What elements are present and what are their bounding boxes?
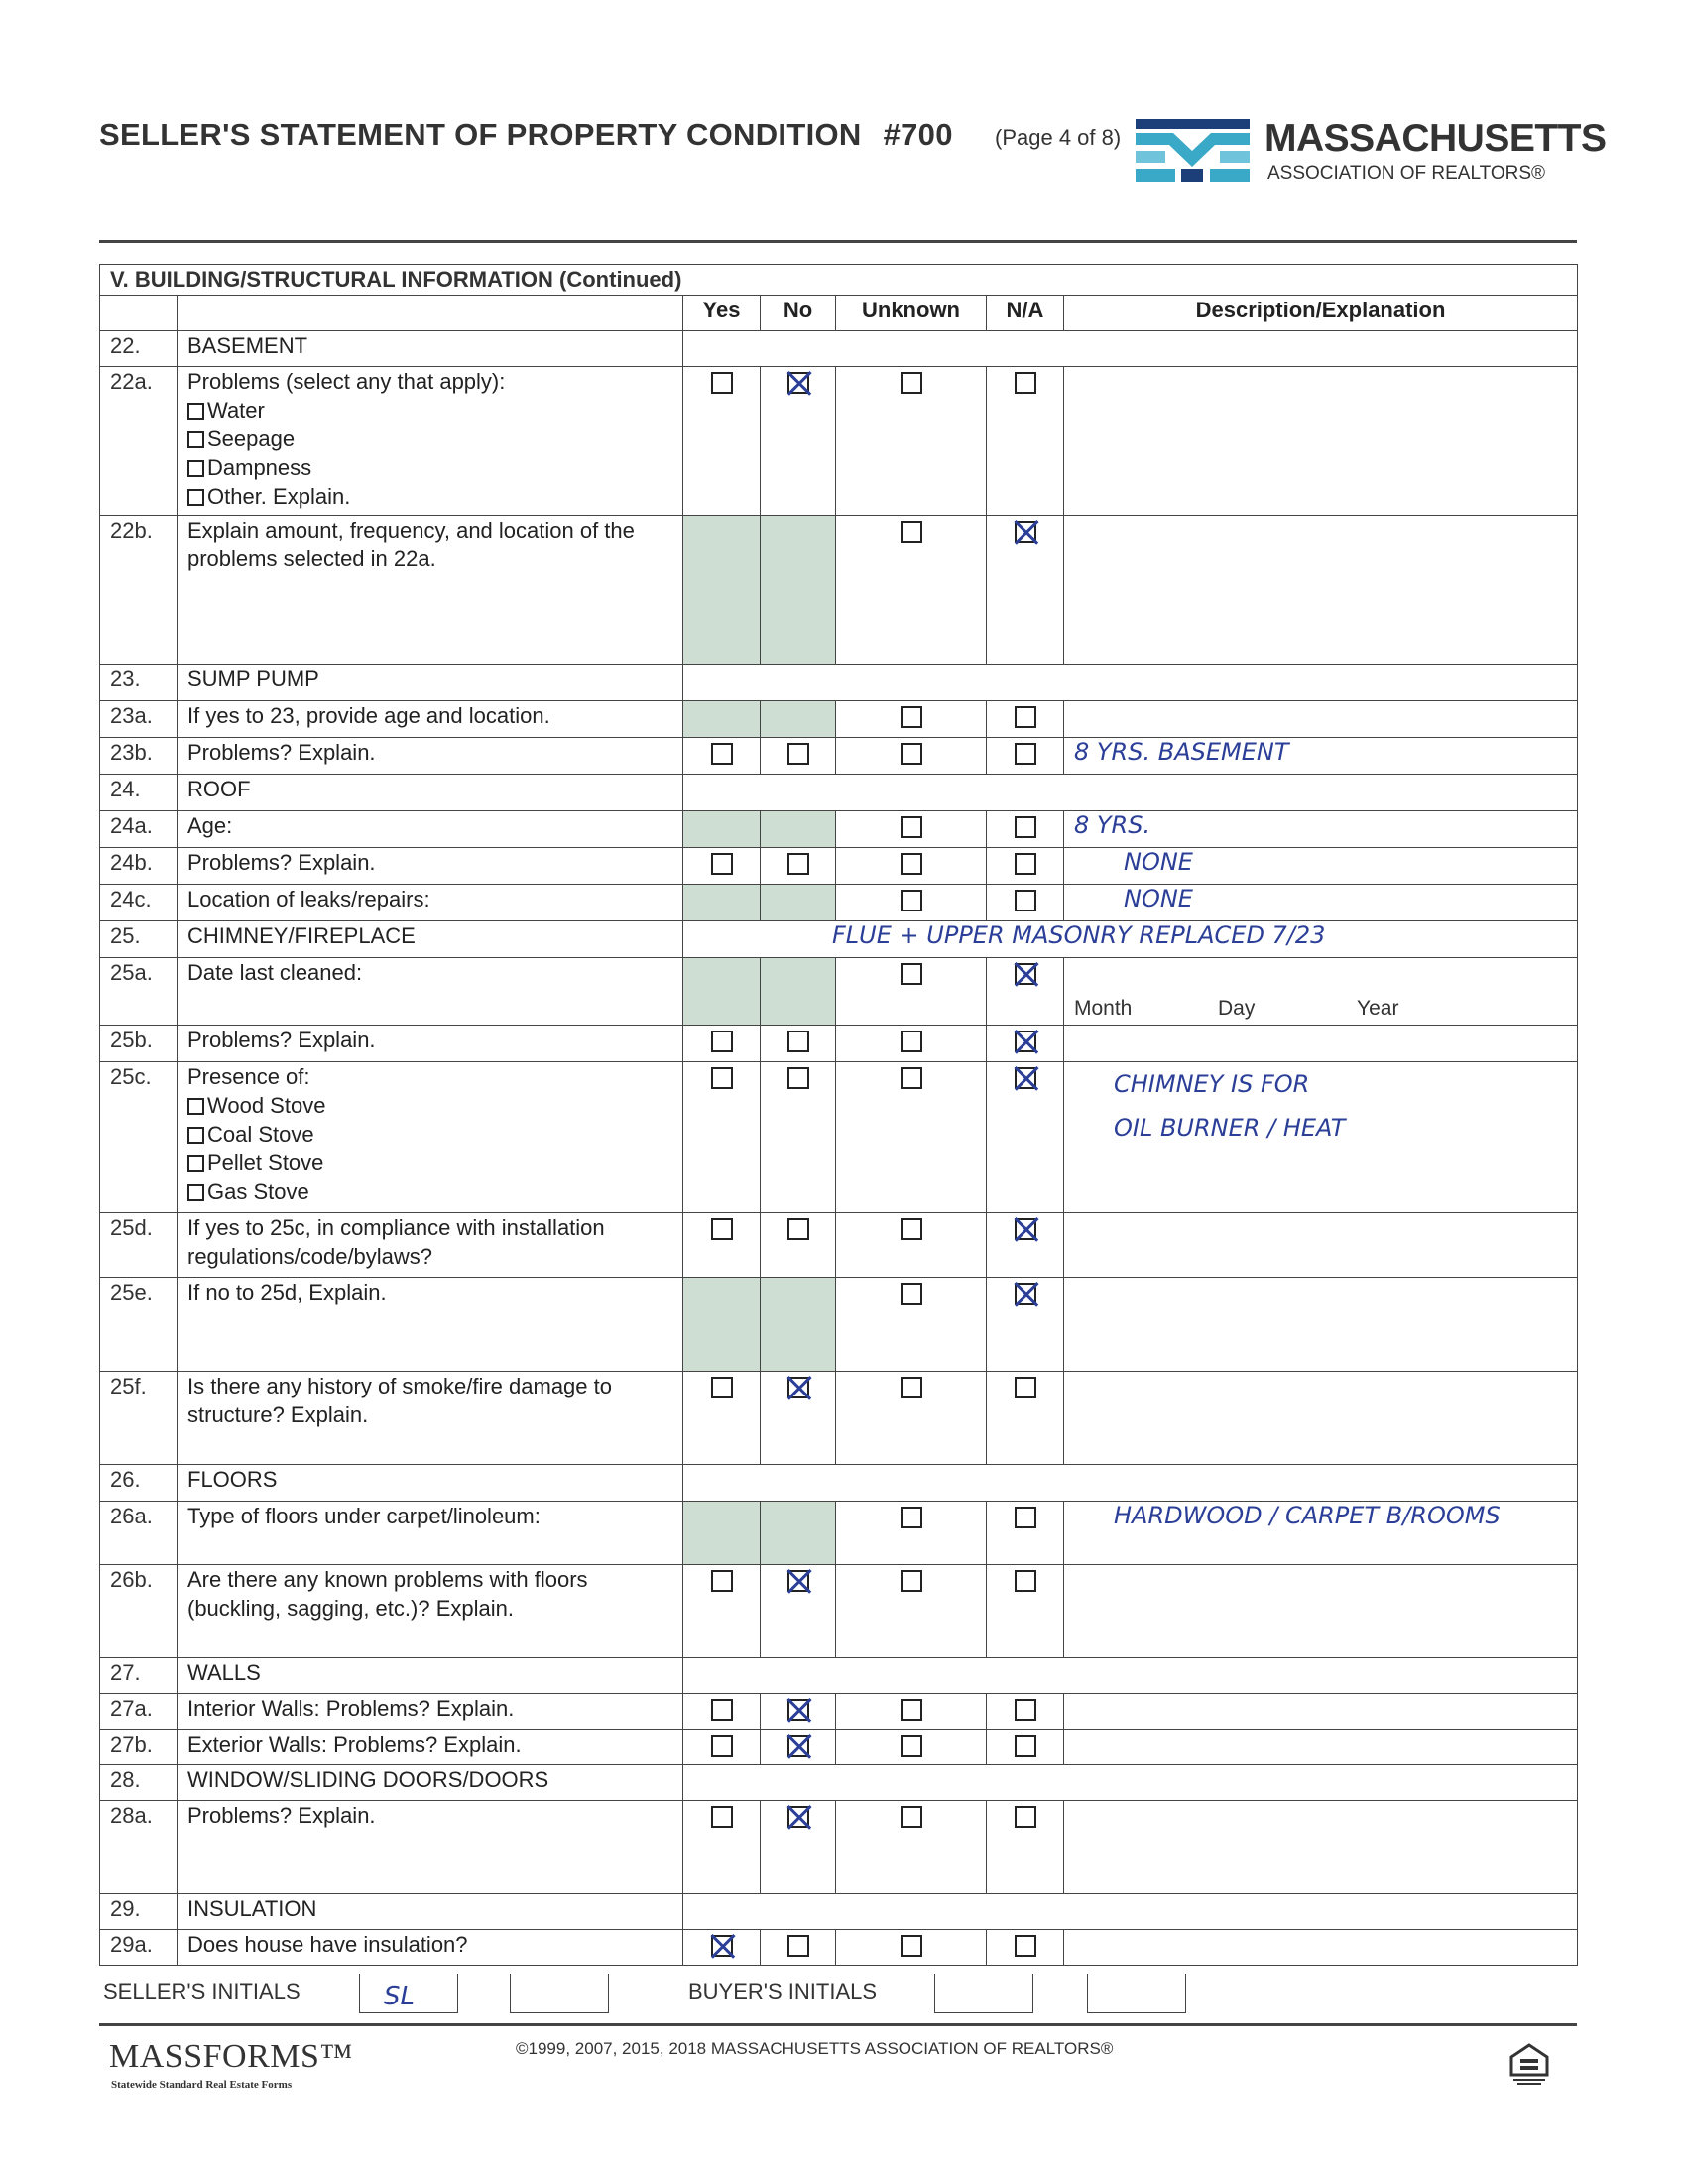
- item-number: 27b.: [100, 1730, 178, 1765]
- checkbox-yes[interactable]: [711, 1218, 733, 1240]
- table-row: [100, 958, 1578, 1026]
- buyer-initials-field-2[interactable]: [1087, 1974, 1186, 2013]
- item-number: 25c.: [100, 1062, 178, 1213]
- checkbox-no[interactable]: [787, 743, 809, 765]
- copyright-text: ©1999, 2007, 2015, 2018 MASSACHUSETTS ASSOCIATION OF REALTORS®: [516, 2039, 1114, 2058]
- table-row: [100, 1565, 1578, 1658]
- checkbox-unknown[interactable]: [901, 1699, 922, 1721]
- checkbox-na[interactable]: [1015, 372, 1036, 394]
- checkbox-unknown[interactable]: [901, 1218, 922, 1240]
- item-number: 25f.: [100, 1372, 178, 1465]
- property-condition-table: [99, 264, 1578, 1966]
- checkbox-na-checked[interactable]: [1015, 1218, 1036, 1240]
- item-heading: WINDOW/SLIDING DOORS/DOORS: [178, 1765, 683, 1801]
- item-number: 29.: [100, 1894, 178, 1930]
- massforms-subtitle: Statewide Standard Real Estate Forms: [111, 2079, 293, 2091]
- checkbox-unknown[interactable]: [901, 1067, 922, 1089]
- description-field[interactable]: [1064, 1502, 1578, 1565]
- description-field[interactable]: [1064, 1930, 1578, 1966]
- checkbox-unknown[interactable]: [901, 816, 922, 838]
- checkbox-unknown[interactable]: [901, 853, 922, 875]
- checkbox-na[interactable]: [1015, 1806, 1036, 1828]
- description-field[interactable]: [1064, 811, 1578, 848]
- item-label: If yes to 23, provide age and location.: [178, 701, 683, 738]
- item-heading: FLOORS: [178, 1465, 683, 1502]
- table-row: [100, 367, 1578, 516]
- handwritten-answer: HARDWOOD / CARPET B/ROOMS: [1114, 1502, 1501, 1529]
- checkbox-no-checked[interactable]: [787, 1735, 809, 1757]
- item-label: Date last cleaned:: [178, 958, 683, 1026]
- description-field[interactable]: [1064, 1372, 1578, 1465]
- handwritten-answer: NONE: [1124, 885, 1193, 912]
- item-heading: CHIMNEY/FIREPLACE: [178, 921, 683, 958]
- item-label: Age:: [178, 811, 683, 848]
- handwritten-answer: CHIMNEY IS FOR: [1114, 1070, 1310, 1098]
- item-number: 27a.: [100, 1694, 178, 1730]
- column-header-row: [100, 296, 1578, 331]
- checkbox-unknown[interactable]: [901, 1806, 922, 1828]
- year-label: Year: [1357, 997, 1399, 1020]
- item-number: 28a.: [100, 1801, 178, 1894]
- item-number: 27.: [100, 1658, 178, 1694]
- item-number: 24b.: [100, 848, 178, 885]
- seller-initials-field-2[interactable]: [510, 1974, 609, 2013]
- item-number: 25b.: [100, 1026, 178, 1062]
- checkbox-unknown[interactable]: [901, 1031, 922, 1052]
- item-heading: SUMP PUMP: [178, 665, 683, 701]
- checkbox-no-checked[interactable]: [787, 372, 809, 394]
- item-label: Problems? Explain.: [178, 848, 683, 885]
- buyer-initials-field-1[interactable]: [934, 1974, 1033, 2013]
- checkbox-na[interactable]: [1015, 1735, 1036, 1757]
- checkbox-na[interactable]: [1015, 743, 1036, 765]
- checkbox-yes[interactable]: [711, 1699, 733, 1721]
- checkbox-yes[interactable]: [711, 853, 733, 875]
- col-description: Description/Explanation: [1064, 296, 1578, 331]
- col-no: No: [761, 296, 836, 331]
- checkbox-unknown[interactable]: [901, 1935, 922, 1957]
- handwritten-answer: 8 YRS. BASEMENT: [1074, 738, 1289, 766]
- logo-subtitle: ASSOCIATION OF REALTORS®: [1267, 163, 1546, 183]
- checkbox-na-checked[interactable]: [1015, 963, 1036, 985]
- item-question: Presence of:: [187, 1064, 310, 1089]
- table-row: [100, 1062, 1578, 1213]
- description-field[interactable]: [1064, 701, 1578, 738]
- item-heading: INSULATION: [178, 1894, 683, 1930]
- item-label: Does house have insulation?: [178, 1930, 683, 1966]
- item-label: Explain amount, frequency, and location of the problems selected in 22a.: [178, 516, 683, 665]
- divider: [99, 2023, 1577, 2026]
- checkbox-no[interactable]: [787, 1031, 809, 1052]
- handwritten-answer: FLUE + UPPER MASONRY REPLACED 7/23: [832, 921, 1326, 949]
- option-coal-stove[interactable]: Coal Stove: [187, 1120, 672, 1149]
- checkbox-yes[interactable]: [711, 1735, 733, 1757]
- checkbox-no[interactable]: [787, 1218, 809, 1240]
- item-label: [178, 1062, 683, 1213]
- table-row: [100, 1694, 1578, 1730]
- checkbox-icon: [187, 1155, 204, 1172]
- item-label: If yes to 25c, in compliance with installation regulations/code/bylaws?: [178, 1213, 683, 1278]
- item-label: If no to 25d, Explain.: [178, 1278, 683, 1372]
- checkbox-unknown[interactable]: [901, 706, 922, 728]
- table-row: [100, 1730, 1578, 1765]
- form-title: SELLER'S STATEMENT OF PROPERTY CONDITION #700: [99, 117, 953, 152]
- table-row: [100, 738, 1578, 775]
- item-number: 22.: [100, 331, 178, 367]
- checkbox-icon: [187, 1184, 204, 1201]
- table-row: [100, 1213, 1578, 1278]
- date-field[interactable]: [1064, 958, 1578, 1026]
- handwritten-answer: NONE: [1124, 848, 1193, 876]
- description-field[interactable]: [1064, 1278, 1578, 1372]
- item-heading: WALLS: [178, 1658, 683, 1694]
- page-number: (Page 4 of 8): [995, 125, 1122, 150]
- item-label: Problems? Explain.: [178, 1026, 683, 1062]
- massforms-logo: MASSFORMS™: [109, 2038, 354, 2075]
- seller-initials-value: SL: [384, 1982, 415, 2011]
- checkbox-na-checked[interactable]: [1015, 521, 1036, 543]
- item-number: 25e.: [100, 1278, 178, 1372]
- checkbox-na-checked[interactable]: [1015, 1031, 1036, 1052]
- description-field[interactable]: [1064, 1565, 1578, 1658]
- table-row: [100, 1801, 1578, 1894]
- section-title: V. BUILDING/STRUCTURAL INFORMATION (Continued): [100, 265, 1578, 296]
- checkbox-na[interactable]: [1015, 890, 1036, 911]
- table-row: [100, 1465, 1578, 1502]
- checkbox-no-checked[interactable]: [787, 1806, 809, 1828]
- logo-name: MASSACHUSETTS: [1264, 117, 1607, 160]
- table-row: [100, 1372, 1578, 1465]
- seller-initials-field-1[interactable]: [359, 1974, 458, 2013]
- divider: [99, 240, 1577, 243]
- checkbox-unknown[interactable]: [901, 963, 922, 985]
- table-row: [100, 848, 1578, 885]
- checkbox-unknown[interactable]: [901, 372, 922, 394]
- item-number: 25a.: [100, 958, 178, 1026]
- checkbox-yes[interactable]: [711, 1806, 733, 1828]
- item-label: [178, 367, 683, 516]
- checkbox-na[interactable]: [1015, 816, 1036, 838]
- checkbox-na[interactable]: [1015, 1507, 1036, 1528]
- option-wood-stove[interactable]: Wood Stove: [187, 1091, 672, 1120]
- checkbox-yes[interactable]: [711, 1570, 733, 1592]
- item-heading: ROOF: [178, 775, 683, 811]
- checkbox-no[interactable]: [787, 853, 809, 875]
- item-number: 22a.: [100, 367, 178, 516]
- buyer-initials-label: BUYER'S INITIALS: [688, 1979, 878, 2003]
- item-number: 28.: [100, 1765, 178, 1801]
- checkbox-na[interactable]: [1015, 706, 1036, 728]
- option-other[interactable]: Other. Explain.: [187, 482, 672, 511]
- item-number: 23b.: [100, 738, 178, 775]
- checkbox-yes[interactable]: [711, 1031, 733, 1052]
- description-field[interactable]: [1064, 1730, 1578, 1765]
- option-seepage[interactable]: Seepage: [187, 425, 672, 453]
- checkbox-icon: [187, 403, 204, 420]
- item-label: Is there any history of smoke/fire damage to structure? Explain.: [178, 1372, 683, 1465]
- description-field[interactable]: [1064, 1694, 1578, 1730]
- checkbox-no-checked[interactable]: [787, 1570, 809, 1592]
- table-row: [100, 1502, 1578, 1565]
- col-yes: Yes: [683, 296, 761, 331]
- item-number: 26b.: [100, 1565, 178, 1658]
- table-row: [100, 775, 1578, 811]
- table-row: [100, 1930, 1578, 1966]
- item-number: 25.: [100, 921, 178, 958]
- checkbox-no-checked[interactable]: [787, 1377, 809, 1398]
- checkbox-yes[interactable]: [711, 1377, 733, 1398]
- checkbox-na[interactable]: [1015, 853, 1036, 875]
- item-number: 25d.: [100, 1213, 178, 1278]
- checkbox-unknown[interactable]: [901, 1507, 922, 1528]
- checkbox-na[interactable]: [1015, 1377, 1036, 1398]
- table-row: [100, 1765, 1578, 1801]
- item-number: 24a.: [100, 811, 178, 848]
- table-row: [100, 516, 1578, 665]
- item-number: 26.: [100, 1465, 178, 1502]
- description-field[interactable]: [1064, 848, 1578, 885]
- description-field[interactable]: [1064, 1213, 1578, 1278]
- item-label: Problems? Explain.: [178, 1801, 683, 1894]
- option-gas-stove[interactable]: Gas Stove: [187, 1177, 672, 1206]
- table-row: [100, 885, 1578, 921]
- checkbox-icon: [187, 431, 204, 448]
- table-row: [100, 331, 1578, 367]
- table-row: [100, 665, 1578, 701]
- checkbox-unknown[interactable]: [901, 1735, 922, 1757]
- description-field[interactable]: [1064, 1801, 1578, 1894]
- table-row: [100, 1278, 1578, 1372]
- item-number: 24c.: [100, 885, 178, 921]
- col-na: N/A: [987, 296, 1064, 331]
- mar-logo-icon: [1136, 119, 1250, 184]
- checkbox-na[interactable]: [1015, 1699, 1036, 1721]
- item-label: Problems? Explain.: [178, 738, 683, 775]
- equal-housing-icon: [1509, 2043, 1549, 2087]
- description-field[interactable]: [1064, 738, 1578, 775]
- description-field[interactable]: [1064, 1062, 1578, 1213]
- checkbox-yes[interactable]: [711, 743, 733, 765]
- seller-initials-label: SELLER'S INITIALS: [103, 1979, 301, 2003]
- option-water[interactable]: Water: [187, 396, 672, 425]
- checkbox-no-checked[interactable]: [787, 1699, 809, 1721]
- checkbox-yes[interactable]: [711, 372, 733, 394]
- table-row: [100, 701, 1578, 738]
- checkbox-unknown[interactable]: [901, 1283, 922, 1305]
- checkbox-no[interactable]: [787, 1067, 809, 1089]
- item-label: Are there any known problems with floors (buckling, sagging, etc.)? Explain.: [178, 1565, 683, 1658]
- description-field[interactable]: [1064, 367, 1578, 516]
- checkbox-icon: [187, 460, 204, 477]
- description-field[interactable]: [1064, 885, 1578, 921]
- day-label: Day: [1218, 997, 1256, 1020]
- checkbox-na-checked[interactable]: [1015, 1067, 1036, 1089]
- item-number: 29a.: [100, 1930, 178, 1966]
- checkbox-icon: [187, 1098, 204, 1115]
- table-row: [100, 1894, 1578, 1930]
- checkbox-na-checked[interactable]: [1015, 1283, 1036, 1305]
- checkbox-yes-checked[interactable]: [711, 1935, 733, 1957]
- section-header-row: [100, 265, 1578, 296]
- handwritten-answer: OIL BURNER / HEAT: [1114, 1114, 1346, 1142]
- item-label: Location of leaks/repairs:: [178, 885, 683, 921]
- month-label: Month: [1074, 997, 1133, 1020]
- checkbox-unknown[interactable]: [901, 743, 922, 765]
- checkbox-icon: [187, 489, 204, 506]
- item-label: Type of floors under carpet/linoleum:: [178, 1502, 683, 1565]
- item-heading: BASEMENT: [178, 331, 683, 367]
- item-number: 26a.: [100, 1502, 178, 1565]
- handwritten-answer: 8 YRS.: [1074, 811, 1151, 839]
- checkbox-unknown[interactable]: [901, 521, 922, 543]
- checkbox-unknown[interactable]: [901, 1570, 922, 1592]
- item-number: 23a.: [100, 701, 178, 738]
- table-row: [100, 811, 1578, 848]
- description-field[interactable]: [1064, 516, 1578, 665]
- option-pellet-stove[interactable]: Pellet Stove: [187, 1149, 672, 1177]
- checkbox-no[interactable]: [787, 1935, 809, 1957]
- item-number: 22b.: [100, 516, 178, 665]
- description-field[interactable]: [1064, 1026, 1578, 1062]
- checkbox-na[interactable]: [1015, 1935, 1036, 1957]
- item-question: Problems (select any that apply):: [187, 369, 506, 394]
- checkbox-yes[interactable]: [711, 1067, 733, 1089]
- table-row: [100, 1658, 1578, 1694]
- item-label: Exterior Walls: Problems? Explain.: [178, 1730, 683, 1765]
- checkbox-unknown[interactable]: [901, 1377, 922, 1398]
- table-row: [100, 921, 1578, 958]
- checkbox-na[interactable]: [1015, 1570, 1036, 1592]
- form-number: #700: [883, 117, 953, 152]
- item-label: Interior Walls: Problems? Explain.: [178, 1694, 683, 1730]
- table-row: [100, 1026, 1578, 1062]
- item-number: 24.: [100, 775, 178, 811]
- checkbox-icon: [187, 1127, 204, 1144]
- option-dampness[interactable]: Dampness: [187, 453, 672, 482]
- col-unknown: Unknown: [836, 296, 987, 331]
- item-number: 23.: [100, 665, 178, 701]
- checkbox-unknown[interactable]: [901, 890, 922, 911]
